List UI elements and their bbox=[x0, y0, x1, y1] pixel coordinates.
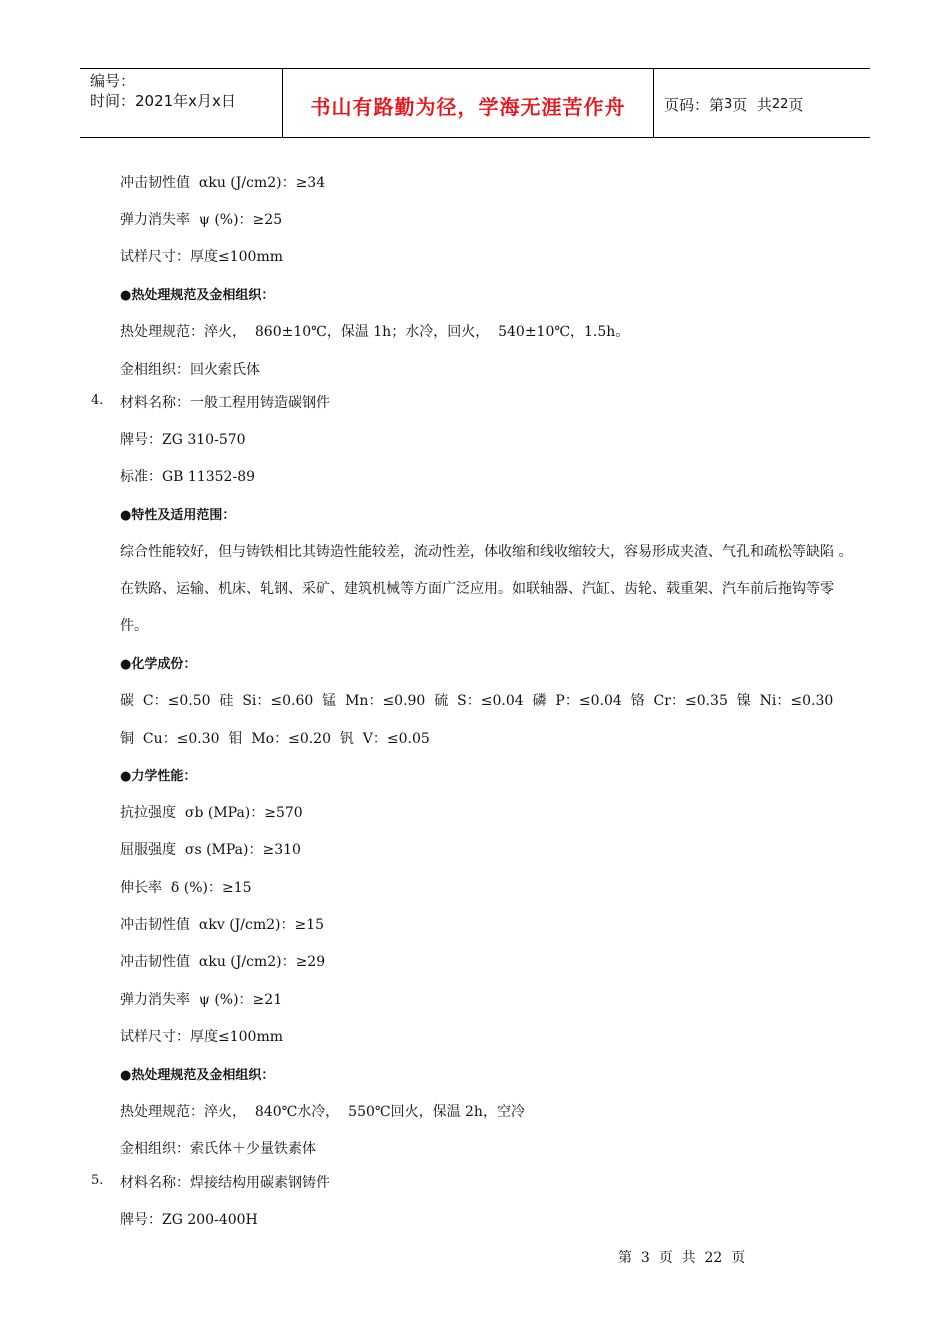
page-end: 页 bbox=[788, 95, 804, 114]
text-line: 件。 bbox=[120, 618, 148, 634]
page-label: 页码：第 bbox=[664, 95, 725, 114]
header-meta bbox=[80, 69, 282, 137]
text-line: 金相组织：回火索氏体 bbox=[120, 362, 260, 378]
section-heading: ●特性及适用范围： bbox=[120, 508, 236, 523]
page-footer: 第 3 页 共 22 页 bbox=[618, 1250, 746, 1266]
text-line: 冲击韧性值 αku (J/cm2)：≥29 bbox=[120, 954, 326, 970]
text-line: 碳 C：≤0.50 硅 Si：≤0.60 锰 Mn：≤0.90 硫 S：≤0.04 磷 P：≤0.04 铬 Cr：≤0.35 镍 Ni：≤0.30 bbox=[120, 693, 834, 709]
text-line: 试样尺寸：厚度≤100mm bbox=[120, 249, 284, 265]
header-motto: 书山有路勤为径，学海无涯苦作舟 bbox=[282, 69, 654, 137]
text-line: 材料名称：一般工程用铸造碳钢件 bbox=[120, 395, 330, 411]
text-line: 弹力消失率 ψ (%)：≥25 bbox=[120, 212, 283, 228]
section-heading: ●热处理规范及金相组织： bbox=[120, 1068, 275, 1083]
text-line: 金相组织：索氏体＋少量铁素体 bbox=[120, 1141, 316, 1157]
item-number: 5. bbox=[91, 1173, 104, 1188]
text-line: 标准：GB 11352-89 bbox=[120, 469, 256, 485]
text-line: 牌号：ZG 310-570 bbox=[120, 432, 246, 448]
page-mid: 页 共 bbox=[732, 95, 772, 114]
section-heading: ●力学性能： bbox=[120, 769, 197, 784]
text-line: 综合性能较好，但与铸铁相比其铸造性能较差，流动性差，体收缩和线收缩较大，容易形成夹渣、气孔和疏松等缺陷 。 bbox=[120, 544, 853, 560]
time-label: 时间：2021年x月x日 bbox=[90, 92, 236, 110]
text-line: 冲击韧性值 αkv (J/cm2)：≥15 bbox=[120, 917, 325, 933]
text-line: 冲击韧性值 αku (J/cm2)：≥34 bbox=[120, 175, 326, 191]
text-line: 屈服强度 σs (MPa)：≥310 bbox=[120, 842, 301, 858]
text-line: 在铁路、运输、机床、轧钢、采矿、建筑机械等方面广泛应用。如联轴器、汽缸、齿轮、载重架、汽车前后拖钩等零 bbox=[120, 581, 834, 597]
text-line: 抗拉强度 σb (MPa)：≥570 bbox=[120, 805, 303, 821]
section-heading: ●热处理规范及金相组织： bbox=[120, 288, 275, 303]
text-line: 热处理规范：淬火， 860±10℃，保温 1h；水冷，回火， 540±10℃，1.5h。 bbox=[120, 324, 630, 340]
item-number: 4. bbox=[91, 393, 104, 408]
page-number: 3 bbox=[724, 96, 733, 112]
text-line: 试样尺寸：厚度≤100mm bbox=[120, 1029, 284, 1045]
text-line: 伸长率 δ (%)：≥15 bbox=[120, 880, 252, 896]
page-header bbox=[80, 68, 870, 138]
header-page-info bbox=[654, 69, 870, 137]
text-line: 热处理规范：淬火， 840℃水冷， 550℃回火，保温 2h，空冷 bbox=[120, 1104, 525, 1120]
section-heading: ●化学成份： bbox=[120, 657, 197, 672]
serial-label: 编号： bbox=[90, 72, 136, 90]
page-total: 22 bbox=[771, 96, 789, 112]
text-line: 弹力消失率 ψ (%)：≥21 bbox=[120, 992, 283, 1008]
text-line: 铜 Cu：≤0.30 钼 Mo：≤0.20 钒 V：≤0.05 bbox=[120, 731, 430, 747]
text-line: 牌号：ZG 200-400H bbox=[120, 1212, 258, 1228]
text-line: 材料名称：焊接结构用碳素钢铸件 bbox=[120, 1175, 330, 1191]
